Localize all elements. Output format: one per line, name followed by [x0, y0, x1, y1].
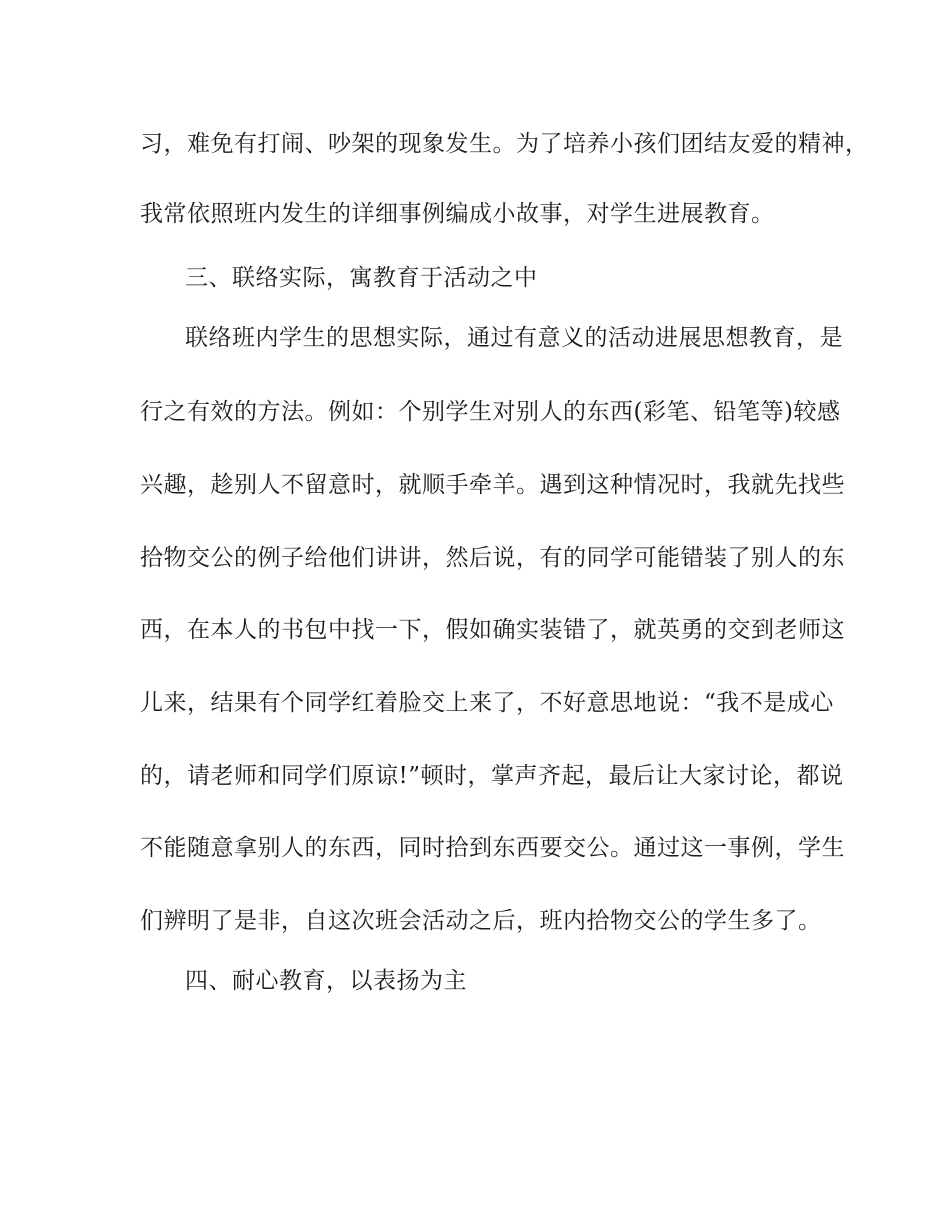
section-heading: 四、耐心教育，以表扬为主: [185, 968, 467, 994]
paragraph-line: 行之有效的方法。例如：个别学生对别人的东西(彩笔、铅笔等)较感: [140, 399, 841, 425]
paragraph-line: 兴趣，趁别人不留意时，就顺手牵羊。遇到这种情况时，我就先找些: [140, 472, 845, 498]
section-heading: 三、联络实际，寓教育于活动之中: [185, 265, 538, 291]
paragraph-line: 们辨明了是非，自这次班会活动之后，班内拾物交公的学生多了。: [140, 908, 822, 934]
paragraph-line: 西，在本人的书包中找一下，假如确实装错了，就英勇的交到老师这: [140, 617, 845, 643]
paragraph-line: 习，难免有打闹、吵架的现象发生。为了培养小孩们团结友爱的精神，: [140, 131, 869, 157]
paragraph-line: 联络班内学生的思想实际，通过有意义的活动进展思想教育，是: [185, 325, 843, 351]
paragraph-line: 我常依照班内发生的详细事例编成小故事，对学生进展教育。: [140, 201, 775, 227]
paragraph-line: 拾物交公的例子给他们讲讲，然后说，有的同学可能错装了别人的东: [140, 545, 845, 571]
paragraph-line: 不能随意拿别人的东西，同时拾到东西要交公。通过这一事例，学生: [140, 835, 845, 861]
paragraph-line: 的，请老师和同学们原谅!”顿时，掌声齐起，最后让大家讨论，都说: [140, 763, 844, 789]
paragraph-line: 儿来，结果有个同学红着脸交上来了，不好意思地说：“我不是成心: [140, 690, 834, 716]
